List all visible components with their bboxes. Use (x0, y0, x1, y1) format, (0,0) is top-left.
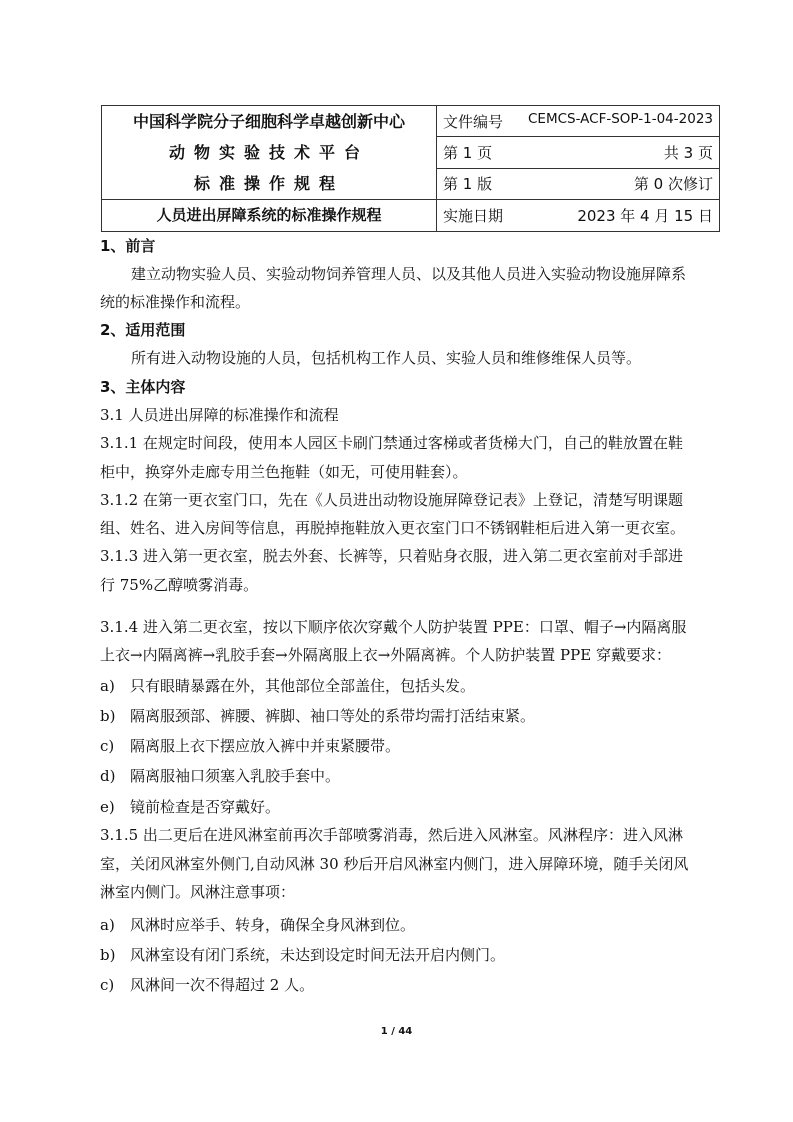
list-marker: a) (100, 916, 115, 934)
header-title-cell (102, 106, 437, 200)
doc-type: 标准操作规程 (193, 174, 344, 193)
list-text: 隔离服颈部、裤腰、裤脚、袖口等处的系带均需打活结束紧。 (130, 707, 536, 725)
org-name: 中国科学院分子细胞科学卓越创新中心 (132, 112, 405, 131)
paragraph-line: 统的标准操作和流程。 (100, 293, 251, 311)
list-text: 隔离服上衣下摆应放入裤中并束紧腰带。 (130, 737, 401, 755)
list-marker: b) (100, 946, 116, 964)
list-text: 镜前检查是否穿戴好。 (130, 798, 281, 816)
total-pages: 共 3 页 (663, 143, 713, 162)
list-item (100, 945, 505, 965)
list-item (100, 797, 280, 817)
list-item (100, 736, 400, 756)
paragraph-line: 上衣→内隔离裤→乳胶手套→外隔离服上衣→外隔离裤。个人防护装置 PPE 穿戴要求： (100, 646, 671, 664)
file-number-cell (437, 106, 720, 137)
list-item (100, 676, 475, 696)
list-item (100, 915, 415, 935)
list-marker: c) (100, 737, 115, 755)
list-marker: c) (100, 976, 115, 994)
doc-title: 人员进出屏障系统的标准操作规程 (102, 200, 437, 232)
paragraph-line: 室，关闭风淋室外侧门,自动风淋 30 秒后开启风淋室内侧门，进入屏障环境，随手关闭风 (100, 855, 689, 873)
section-3-heading: 3、主体内容 (100, 378, 186, 396)
paragraph-line: 3.1.3 进入第一更衣室，脱去外套、长裤等，只着贴身衣服，进入第二更衣室前对手部进 (100, 547, 683, 565)
file-number: CEMCS-ACF-SOP-1-04-2023 (527, 110, 713, 127)
section-1-heading: 1、前言 (100, 237, 156, 255)
list-item (100, 975, 314, 995)
list-text: 风淋间一次不得超过 2 人。 (130, 976, 315, 994)
paragraph-line: 淋室内侧门。风淋注意事项： (100, 883, 296, 901)
paragraph-line: 行 75%乙醇喷雾消毒。 (100, 576, 259, 594)
page-cell (437, 137, 720, 168)
paragraph-line: 3.1.4 进入第二更衣室，按以下顺序依次穿戴个人防护装置 PPE：口罩、帽子→内隔离服 (100, 618, 687, 636)
file-number-label: 文件编号 (443, 112, 504, 131)
paragraph-line: 3.1.2 在第一更衣室门口，先在《人员进出动物设施屏障登记表》上登记，清楚写明课题 (100, 491, 683, 509)
effective-date: 2023 年 4 月 15 日 (577, 207, 713, 225)
list-marker: a) (100, 677, 115, 695)
list-item (100, 706, 535, 726)
list-text: 隔离服袖口须塞入乳胶手套中。 (130, 767, 341, 785)
subsection-heading: 3.1 人员进出屏障的标准操作和流程 (100, 406, 339, 424)
list-marker: d) (100, 767, 116, 785)
paragraph-line: 3.1.1 在规定时间段，使用本人园区卡刷门禁通过客梯或者货梯大门，自己的鞋放置在鞋 (100, 434, 683, 452)
paragraph-line: 建立动物实验人员、实验动物饲养管理人员、以及其他人员进入实验动物设施屏障系 (131, 265, 687, 283)
date-label: 实施日期 (443, 207, 504, 225)
revision: 第 0 次修订 (633, 175, 713, 194)
page-number: 1 / 44 (380, 1026, 413, 1037)
paragraph-line: 柜中，换穿外走廊专用兰色拖鞋（如无，可使用鞋套）。 (100, 463, 468, 481)
list-marker: b) (100, 707, 116, 725)
list-text: 风淋时应举手、转身，确保全身风淋到位。 (130, 916, 416, 934)
platform-name: 动物实验技术平台 (168, 143, 369, 162)
list-text: 风淋室设有闭门系统，未达到设定时间无法开启内侧门。 (130, 946, 506, 964)
section-2-heading: 2、适用范围 (100, 321, 186, 339)
edition: 第 1 版 (443, 175, 493, 194)
list-marker: e) (100, 798, 115, 816)
paragraph-line: 3.1.5 出二更后在进风淋室前再次手部喷雾消毒，然后进入风淋室。风淋程序：进入风淋 (100, 826, 683, 844)
document-header-table (101, 105, 720, 232)
list-item (100, 766, 340, 786)
date-cell (437, 200, 720, 232)
paragraph-line: 组、姓名、进入房间等信息，再脱掉拖鞋放入更衣室门口不锈钢鞋柜后进入第一更衣室。 (100, 519, 686, 537)
page-label: 第 1 页 (443, 143, 493, 162)
edition-cell (437, 168, 720, 199)
list-text: 只有眼睛暴露在外，其他部位全部盖住，包括头发。 (130, 677, 476, 695)
paragraph-line: 所有进入动物设施的人员，包括机构工作人员、实验人员和维修维保人员等。 (131, 349, 642, 367)
